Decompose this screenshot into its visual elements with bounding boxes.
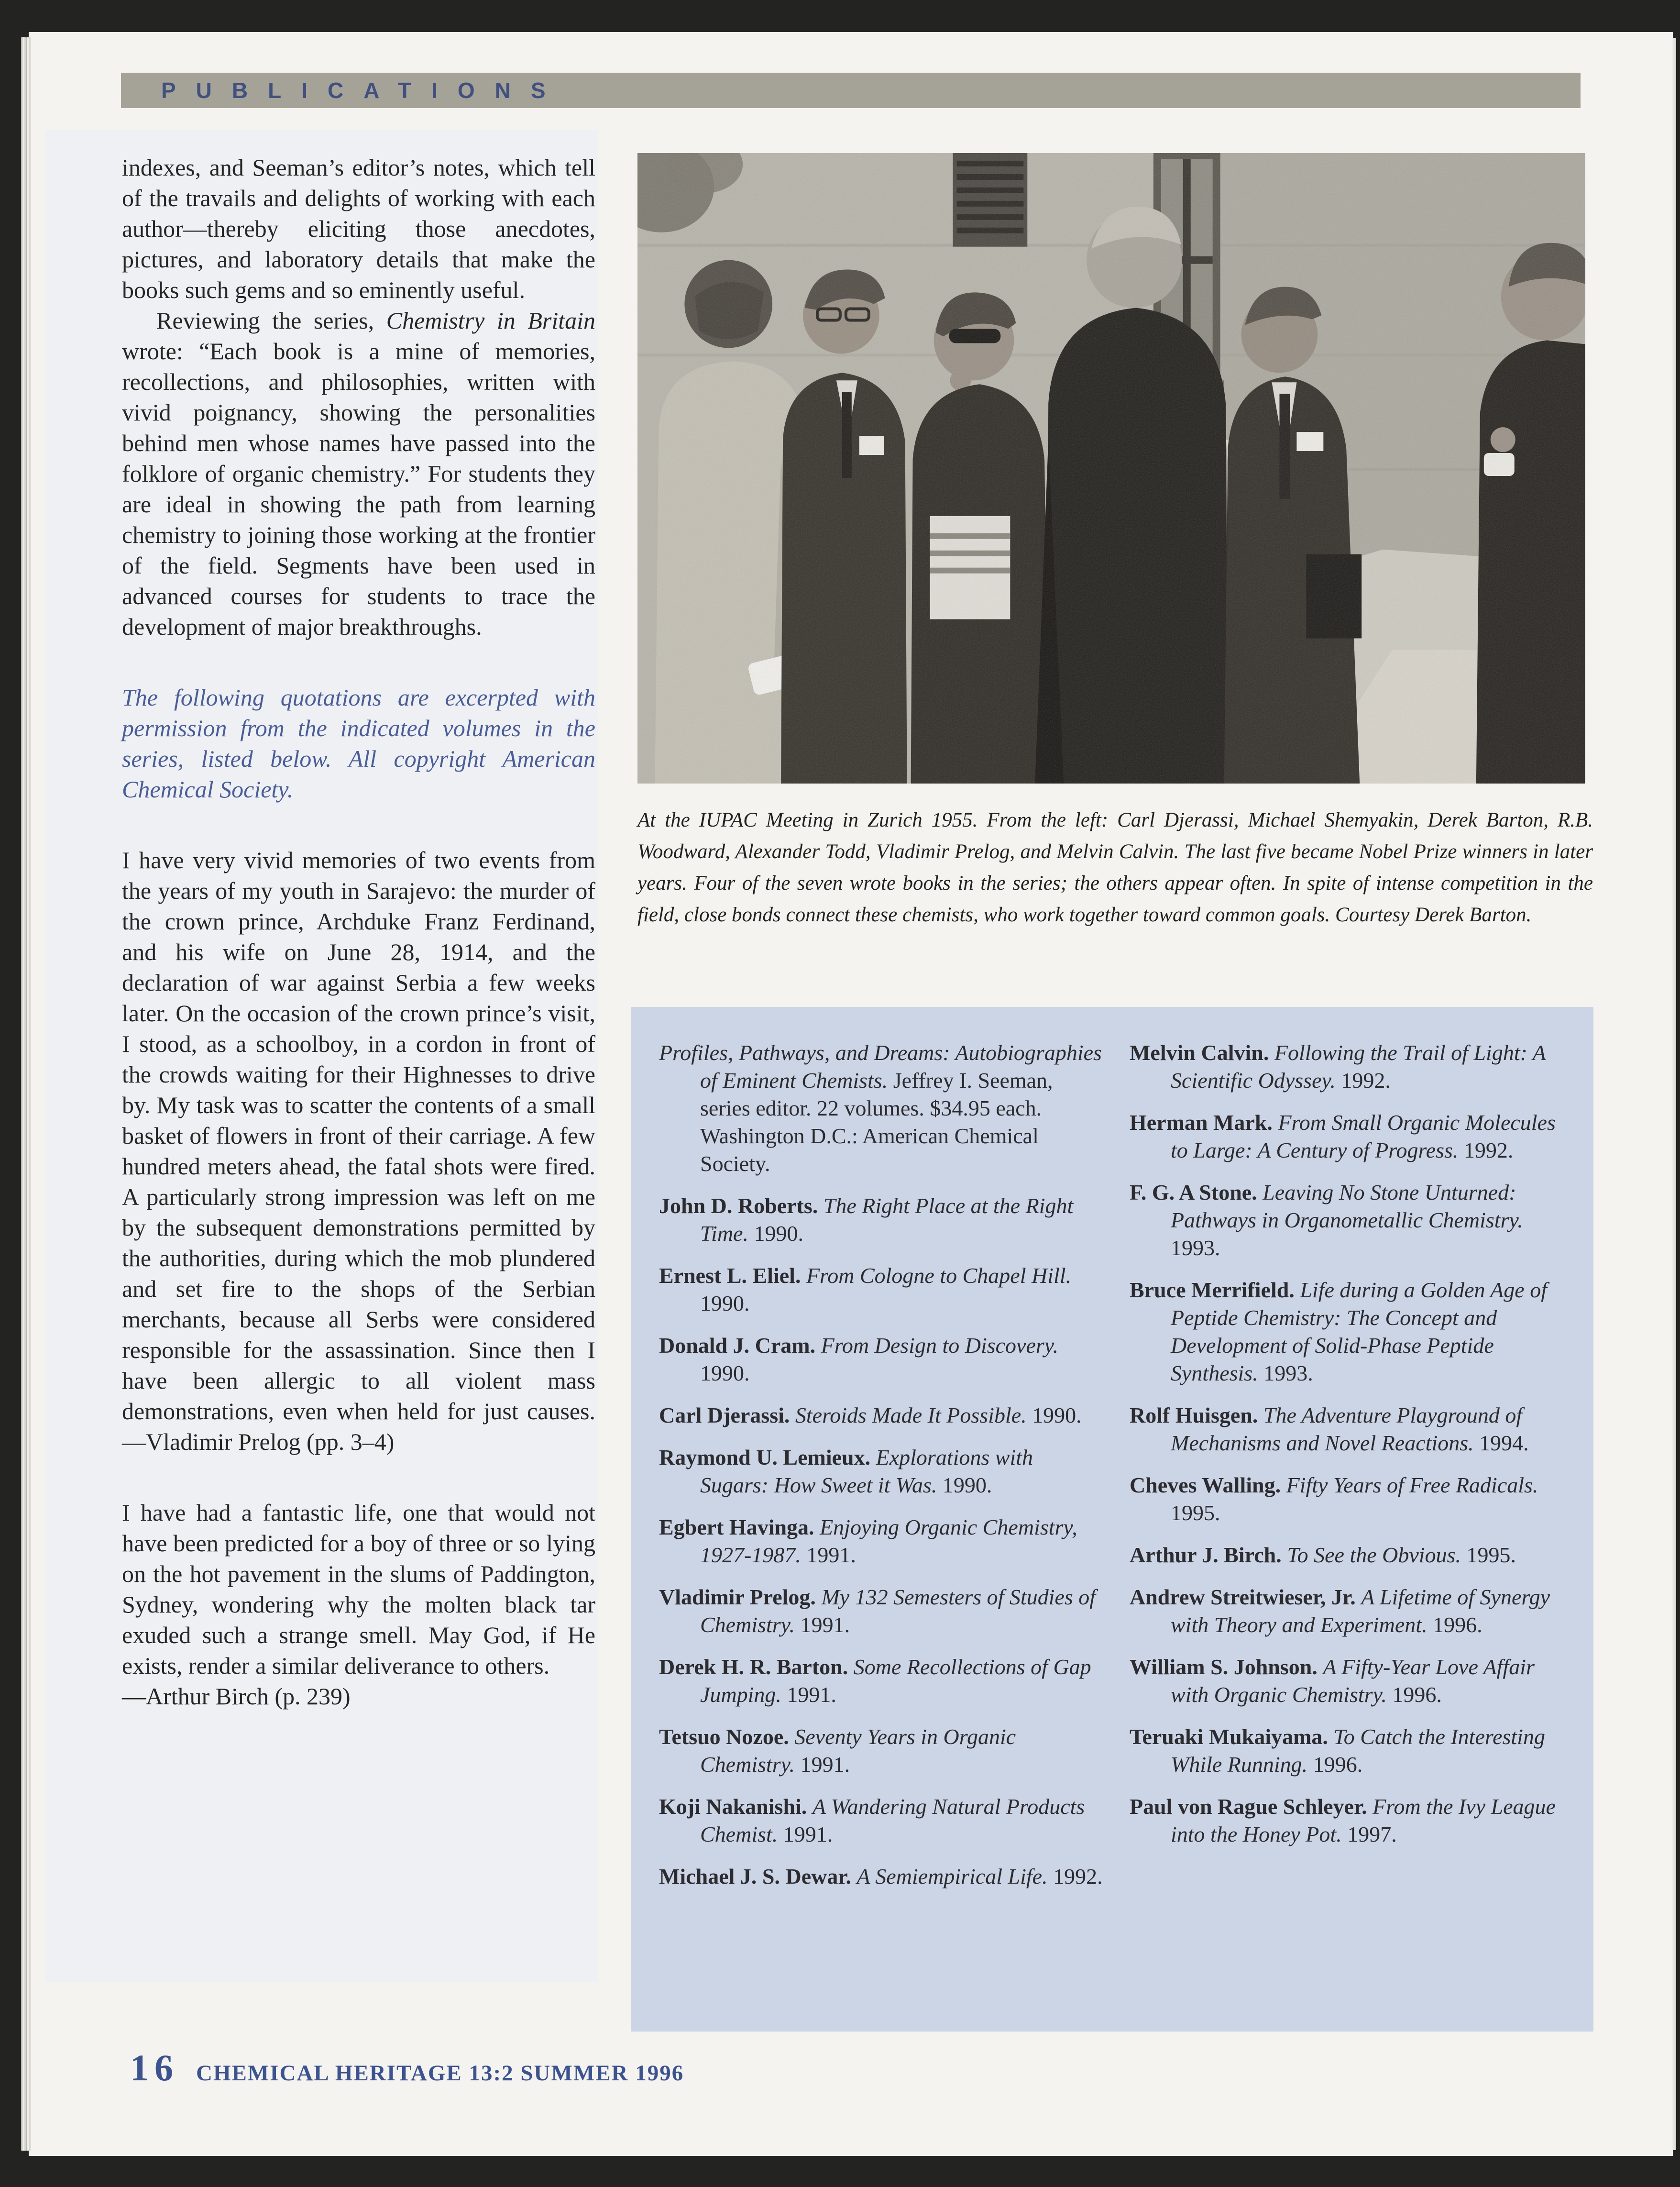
book-entry: Donald J. Cram. From Design to Discovery. 1990. [659, 1333, 1059, 1385]
book-entry: Tetsuo Nozoe. Seventy Years in Organic Chemistry. 1991. [659, 1724, 1016, 1777]
book-entry: Vladimir Prelog. My 132 Semesters of Studies of Chemistry. 1991. [659, 1585, 1096, 1637]
book-entry: Raymond U. Lemieux. Explorations with Sugars: How Sweet it Was. 1990. [659, 1445, 1033, 1497]
section-title: PUBLICATIONS [161, 78, 566, 103]
body-paragraph: Reviewing the series, Chemistry in Britain wrote: “Each book is a mine of memories, recollections, and philosophies, written with vivid poignancy, showing the personalities behind men whose names have passed into the folklore of organic chemistry.” For students they are ideal in showing the path from learning chemistry to joining those working at the frontier of the field. Segments have been used in advanced courses for students to trace the development of major breakthroughs. [122, 307, 595, 640]
book-entry: Michael J. S. Dewar. A Semiempirical Life. 1992. [659, 1864, 1103, 1889]
book-entry: Teruaki Mukaiyama. To Catch the Interesting While Running. 1996. [1130, 1724, 1545, 1777]
page-footer [130, 2046, 684, 2089]
series-heading: Profiles, Pathways, and Dreams: Autobiographies of Eminent Chemists. Jeffrey I. Seeman, series editor. 22 volumes. $34.95 each. Washington D.C.: American Chemical Society. [659, 1040, 1102, 1176]
iupac-meeting-photo [637, 153, 1585, 784]
body-paragraph: indexes, and Seeman’s editor’s notes, which tell of the travails and delights of working with each author—thereby eliciting those anecdotes, pictures, and laboratory details that make the books such gems and so eminently useful. [122, 154, 595, 303]
book-entry: Derek H. R. Barton. Some Recollections of Gap Jumping. 1991. [659, 1655, 1091, 1707]
permissions-notice: The following quotations are excerpted with permission from the indicated volumes in the series, listed below. All copyright American Chemical Society. [122, 684, 595, 803]
page-right-edge [1671, 38, 1676, 2150]
book-entry: Bruce Merrifield. Life during a Golden Age of Peptide Chemistry: The Concept and Development of Solid-Phase Peptide Synthesis. 1993. [1130, 1278, 1547, 1385]
book-entry: Ernest L. Eliel. From Cologne to Chapel Hill. 1990. [659, 1263, 1072, 1315]
book-entry: Andrew Streitwieser, Jr. A Lifetime of Synergy with Theory and Experiment. 1996. [1130, 1585, 1550, 1637]
page-stack-edge [21, 37, 31, 2151]
book-list-column-left [659, 1039, 1106, 1905]
book-entry: Koji Nakanishi. A Wandering Natural Products Chemist. 1991. [659, 1794, 1085, 1846]
photo-illustration [637, 153, 1585, 784]
book-entry: Rolf Huisgen. The Adventure Playground of Mechanisms and Novel Reactions. 1994. [1130, 1403, 1529, 1455]
book-entry: John D. Roberts. The Right Place at the Right Time. 1990. [659, 1193, 1074, 1246]
book-entry: Cheves Walling. Fifty Years of Free Radicals. 1995. [1130, 1473, 1538, 1525]
book-entry: Arthur J. Birch. To See the Obvious. 1995. [1130, 1543, 1516, 1567]
article-text-column [122, 152, 595, 1712]
book-entry: Paul von Rague Schleyer. From the Ivy League into the Honey Pot. 1997. [1130, 1794, 1556, 1846]
book-entry: William S. Johnson. A Fifty-Year Love Affair with Organic Chemistry. 1996. [1130, 1655, 1535, 1707]
section-header-bar [121, 73, 1581, 108]
magazine-title-footer: CHEMICAL HERITAGE 13:2 SUMMER 1996 [196, 2061, 684, 2086]
book-entry: Herman Mark. From Small Organic Molecules to Large: A Century of Progress. 1992. [1130, 1110, 1556, 1162]
book-list-column-right [1130, 1039, 1577, 1863]
prelog-quote: I have very vivid memories of two events from the years of my youth in Sarajevo: the murder of the crown prince, Archduke Franz Ferdinand, and his wife on June 28, 1914, and the declaration of war against Serbia a few weeks later. On the occasion of the crown prince’s visit, I stood, as a schoolboy, in a cordon in front of the crowds waiting for their Highnesses to drive by. My task was to scatter the contents of a small basket of flowers in front of their carriage. A few hundred meters ahead, the fatal shots were fired. A particularly strong impression was left on me by the subsequent demonstrations permitted by the authorities, during which the mob plundered and set fire to the shops of the Serbian merchants, because all Serbs were considered responsible for the assassination. Since then I have been allergic to all violent mass demonstrations, even when held for just causes. —Vladimir Prelog (pp. 3–4) [122, 847, 595, 1455]
birch-quote: I have had a fantastic life, one that would not have been predicted for a boy of three or so lying on the hot pavement in the slums of Paddington, Sydney, wondering why the molten black tar exuded such a strange smell. May God, if He exists, render a similar deliverance to others. —Arthur Birch (p. 239) [122, 1499, 595, 1710]
book-entry: Melvin Calvin. Following the Trail of Light: A Scientific Odyssey. 1992. [1130, 1040, 1546, 1093]
photo-caption: At the IUPAC Meeting in Zurich 1955. From the left: Carl Djerassi, Michael Shemyakin, Derek Barton, R.B. Woodward, Alexander Todd, Vladimir Prelog, and Melvin Calvin. The last five became Nobel Prize winners in later years. Four of the seven wrote books in the series; the others appear often. In spite of intense competition in the field, close bonds connect these chemists, who work together toward common goals. Courtesy Derek Barton. [637, 809, 1593, 926]
book-entry: Egbert Havinga. Enjoying Organic Chemistry, 1927-1987. 1991. [659, 1515, 1077, 1567]
book-entry: Carl Djerassi. Steroids Made It Possible. 1990. [659, 1403, 1082, 1427]
book-entry: F. G. A Stone. Leaving No Stone Unturned: Pathways in Organometallic Chemistry. 1993. [1130, 1180, 1523, 1260]
page-number: 16 [130, 2047, 179, 2088]
